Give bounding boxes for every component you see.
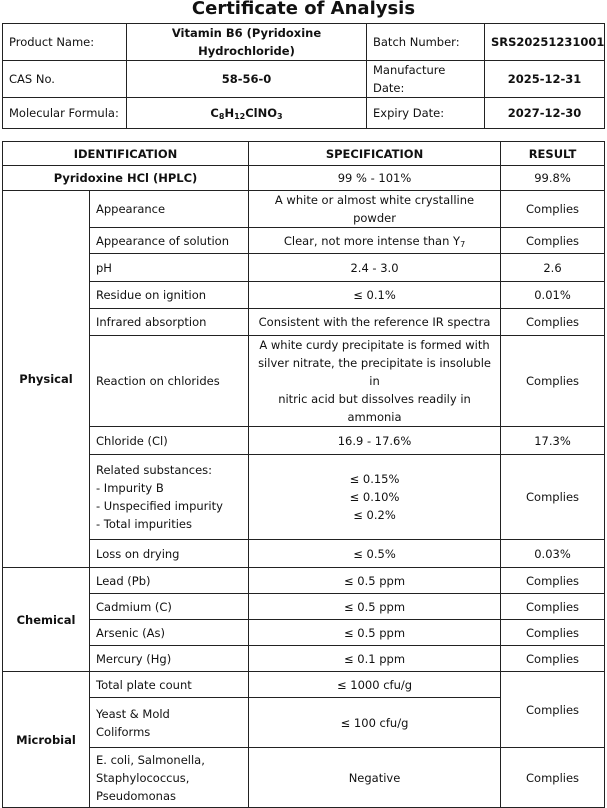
group-chemical: Chemical — [3, 568, 90, 672]
test-name-line: - Unspecified impurity — [96, 499, 223, 513]
test-spec: ≤ 1000 cfu/g — [249, 672, 501, 698]
test-spec: Consistent with the reference IR spectra — [249, 309, 501, 336]
test-spec: ≤ 100 cfu/g — [249, 698, 501, 748]
test-spec: 16.9 - 17.6% — [249, 427, 501, 455]
table-row — [3, 646, 605, 672]
formula-subscript: 3 — [277, 112, 283, 121]
test-name: Reaction on chlorides — [90, 336, 249, 427]
test-name-line: Yeast & Mold — [96, 706, 170, 721]
group-microbial: Microbial — [3, 672, 90, 808]
molecular-formula-label: Molecular Formula: — [3, 98, 127, 129]
test-result: Complies — [501, 748, 605, 808]
test-spec-line: silver nitrate, the precipitate is insoluble in — [258, 356, 491, 388]
test-name: Appearance of solution — [90, 228, 249, 254]
test-result: Complies — [501, 336, 605, 427]
test-name: Chloride (Cl) — [90, 427, 249, 455]
batch-number-value: SRS20251231001 — [485, 24, 605, 61]
test-result: Complies — [501, 646, 605, 672]
table-row — [3, 191, 605, 228]
table-row — [3, 540, 605, 568]
test-name-line: E. coli, Salmonella, — [96, 752, 205, 767]
molecular-formula-value — [127, 98, 367, 129]
test-name-line: Staphylococcus, — [96, 770, 190, 785]
formula-subscript: 12 — [234, 112, 246, 121]
test-spec: A white or almost white crystalline powder — [249, 191, 501, 228]
test-result: 0.01% — [501, 282, 605, 309]
expiry-date-value: 2027-12-30 — [485, 98, 605, 129]
test-spec: 2.4 - 3.0 — [249, 254, 501, 282]
test-name-line: Pseudomonas — [96, 788, 176, 803]
table-row — [3, 166, 605, 191]
manufacture-date-label: Manufacture Date: — [367, 61, 485, 98]
test-result: Complies — [501, 228, 605, 254]
analysis-body — [3, 142, 605, 808]
group-physical: Physical — [3, 191, 90, 568]
test-name-line: - Impurity B — [96, 481, 164, 495]
test-result: Complies — [501, 594, 605, 620]
test-result: Complies — [501, 191, 605, 228]
test-name: Total plate count — [90, 672, 249, 698]
test-spec — [249, 455, 501, 540]
subscript: 7 — [460, 239, 466, 249]
test-name-line: Related substances: — [96, 463, 213, 477]
test-spec: ≤ 0.5 ppm — [249, 568, 501, 594]
test-spec: ≤ 0.5 ppm — [249, 594, 501, 620]
table-row — [3, 254, 605, 282]
test-spec-line: A white curdy precipitate is formed with — [259, 338, 490, 352]
test-spec: ≤ 0.1 ppm — [249, 646, 501, 672]
test-spec-line: nitric acid but dissolves readily in ammonia — [278, 392, 471, 424]
document-title: Certificate of Analysis — [191, 0, 416, 19]
analysis-table — [2, 141, 605, 808]
test-spec: ≤ 0.5 ppm — [249, 620, 501, 646]
test-name: Mercury (Hg) — [90, 646, 249, 672]
test-spec-line: ≤ 0.15% — [349, 472, 400, 486]
table-row — [3, 455, 605, 540]
assay-result: 99.8% — [501, 166, 605, 191]
table-row — [3, 309, 605, 336]
table-row — [3, 620, 605, 646]
test-spec-line: ≤ 0.2% — [353, 508, 396, 522]
product-name-value: Vitamin B6 (Pyridoxine Hydrochloride) — [127, 24, 367, 61]
product-info-table — [2, 23, 605, 129]
table-row — [3, 748, 605, 808]
test-spec: ≤ 0.5% — [249, 540, 501, 568]
expiry-date-label: Expiry Date: — [367, 98, 485, 129]
test-name: Infrared absorption — [90, 309, 249, 336]
test-result: Complies — [501, 309, 605, 336]
table-row — [3, 672, 605, 698]
test-name-line: - Total impurities — [96, 517, 192, 531]
product-name-label: Product Name: — [3, 24, 127, 61]
test-result: 0.03% — [501, 540, 605, 568]
test-name: Lead (Pb) — [90, 568, 249, 594]
test-result: Complies — [501, 568, 605, 594]
test-name: Appearance — [90, 191, 249, 228]
test-result: 2.6 — [501, 254, 605, 282]
cas-label: CAS No. — [3, 61, 127, 98]
assay-spec: 99 % - 101% — [249, 166, 501, 191]
table-row — [3, 568, 605, 594]
header-result: RESULT — [501, 142, 605, 166]
test-name-line: Coliforms — [96, 724, 151, 739]
table-header-row — [3, 142, 605, 166]
test-spec — [249, 336, 501, 427]
header-identification: IDENTIFICATION — [3, 142, 249, 166]
test-name — [90, 748, 249, 808]
cas-value: 58-56-0 — [127, 61, 367, 98]
table-row — [3, 228, 605, 254]
test-name — [90, 455, 249, 540]
test-name: Residue on ignition — [90, 282, 249, 309]
test-name: Cadmium (C) — [90, 594, 249, 620]
formula-subscript: 8 — [218, 112, 225, 121]
test-name: pH — [90, 254, 249, 282]
test-result: Complies — [501, 672, 605, 748]
test-name: Loss on drying — [90, 540, 249, 568]
batch-number-label: Batch Number: — [367, 24, 485, 61]
test-spec: Clear, not more intense than $Y_7$ — [249, 228, 501, 254]
test-name — [90, 698, 249, 748]
manufacture-date-value: 2025-12-31 — [485, 61, 605, 98]
test-result: Complies — [501, 620, 605, 646]
test-spec: Negative — [249, 748, 501, 808]
table-row — [3, 594, 605, 620]
assay-name: Pyridoxine HCl (HPLC) — [3, 166, 249, 191]
formula-text: $C_8H_{12}ClNO_3$ — [210, 106, 283, 121]
test-result: Complies — [501, 455, 605, 540]
table-row — [3, 427, 605, 455]
table-row — [3, 336, 605, 427]
test-result: 17.3% — [501, 427, 605, 455]
test-name: Arsenic (As) — [90, 620, 249, 646]
test-spec-line: ≤ 0.10% — [349, 490, 400, 504]
table-row — [3, 282, 605, 309]
header-specification: SPECIFICATION — [249, 142, 501, 166]
test-spec: ≤ 0.1% — [249, 282, 501, 309]
